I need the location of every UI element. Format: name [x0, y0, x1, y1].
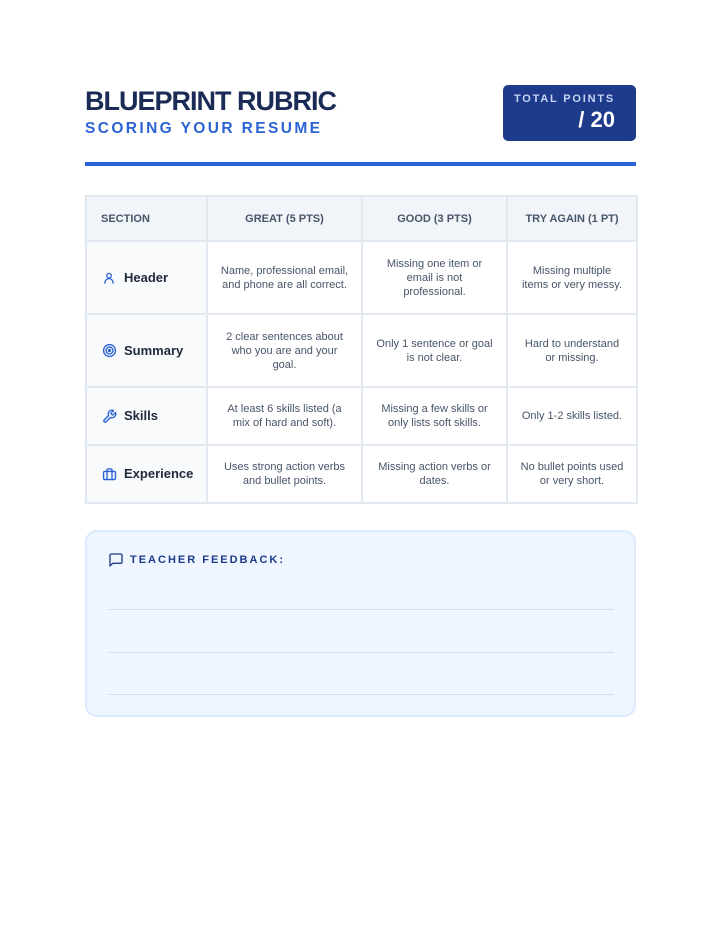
page-header: [85, 84, 636, 164]
total-points-label: TOTAL POINTS: [513, 93, 615, 105]
criteria-try-again: Hard to understand or missing.: [507, 314, 637, 387]
criteria-good: Missing action verbs or dates.: [362, 445, 507, 503]
feedback-header: [108, 552, 285, 568]
section-cell-skills: [86, 387, 207, 445]
total-points-value[interactable]: / 20: [578, 107, 615, 132]
page-title: BLUEPRINT RUBRIC: [85, 86, 336, 116]
section-name: Skills: [124, 408, 158, 423]
total-points-box: [503, 85, 636, 141]
column-header-try-again: TRY AGAIN (1 PT): [507, 196, 637, 241]
section-name: Experience: [124, 466, 194, 481]
section-cell-experience: [86, 445, 207, 503]
criteria-great: At least 6 skills listed (a mix of hard and soft).: [207, 387, 362, 445]
criteria-try-again: Missing multiple items or very messy.: [507, 241, 637, 314]
rubric-page: [85, 84, 636, 566]
criteria-great: 2 clear sentences about who you are and your goal.: [207, 314, 362, 387]
message-square-icon: [108, 552, 124, 568]
column-header-good: GOOD (3 PTS): [362, 196, 507, 241]
column-header-great: GREAT (5 PTS): [207, 196, 362, 241]
teacher-feedback-box[interactable]: [85, 530, 636, 717]
table-header-row: [86, 196, 637, 241]
table-row: [86, 445, 637, 503]
section-name: Summary: [124, 342, 184, 358]
feedback-line[interactable]: [109, 694, 614, 695]
column-header-section: SECTION: [86, 196, 207, 241]
feedback-label: TEACHER FEEDBACK:: [130, 554, 285, 566]
briefcase-icon: [101, 466, 117, 482]
criteria-good: Missing a few skills or only lists soft skills.: [362, 387, 507, 445]
page-subtitle: SCORING YOUR RESUME: [85, 120, 323, 137]
criteria-try-again: Only 1-2 skills listed.: [507, 387, 637, 445]
section-name: Header: [124, 269, 169, 285]
wrench-icon: [101, 408, 117, 424]
criteria-try-again: No bullet points used or very short.: [507, 445, 637, 503]
section-cell-header: [86, 241, 207, 314]
feedback-line[interactable]: [109, 609, 614, 610]
rubric-table: [85, 195, 638, 504]
criteria-good: Only 1 sentence or goal is not clear.: [362, 314, 507, 387]
table-row: [86, 241, 637, 314]
criteria-great: Uses strong action verbs and bullet points.: [207, 445, 362, 503]
criteria-good: Missing one item or email is not professional.: [362, 241, 507, 314]
feedback-line[interactable]: [109, 652, 614, 653]
criteria-great: Name, professional email, and phone are all correct.: [207, 241, 362, 314]
header-divider: [85, 162, 636, 166]
table-row: [86, 387, 637, 445]
user-icon: [101, 270, 117, 286]
target-icon: [101, 343, 117, 359]
section-cell-summary: [86, 314, 207, 387]
table-row: [86, 314, 637, 387]
